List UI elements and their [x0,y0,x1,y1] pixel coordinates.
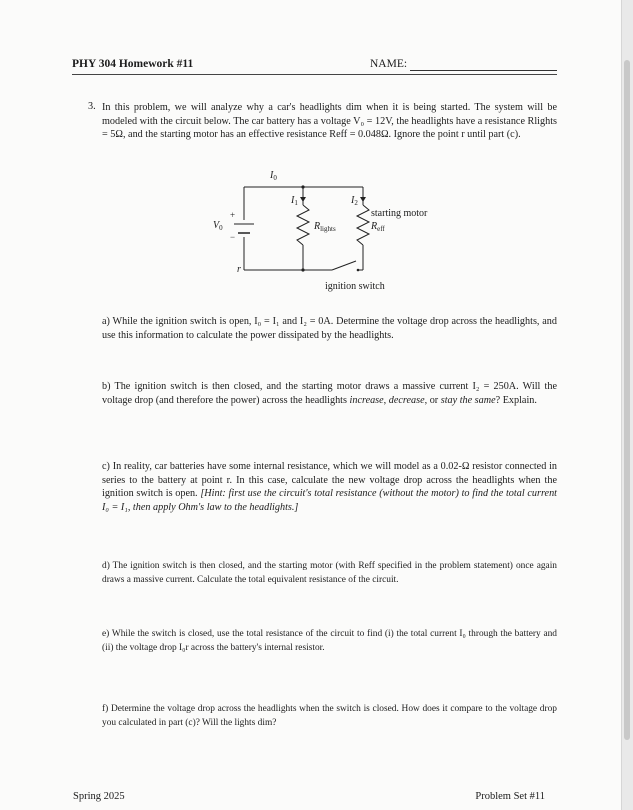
voltage-label-V0: $V_0$ [213,220,223,232]
battery-plus: + [230,210,236,220]
name-label: NAME: [370,58,408,70]
circuit-diagram [200,165,460,300]
vertical-scrollbar[interactable] [621,0,633,810]
part-e: e) While the switch is closed, use the total resistance of the circuit to find (i) the total current I₀ through the battery and (ii) the voltage drop I₀r across the battery's internal resistor. [102,629,557,653]
current-label-I1: $I_1$ [291,195,298,207]
battery-minus: − [230,232,236,242]
point-r-label: r [237,264,241,275]
motor-resistor [357,205,369,245]
current-label-I0: $I_0$ [270,170,277,182]
resistor-label-eff: $R_{eff}$ [371,221,385,233]
part-c-hint: [Hint: first use the circuit's total resistance (without the motor) to find the total current I₀ = I₁, then apply Ohm's law to the headlights.] [102,488,557,513]
ignition-switch-label: ignition switch [325,281,385,292]
part-b: b) The ignition switch is then closed, and the starting motor draws a massive current I₂ = 250A. Will the voltage drop (and therefore the power) across the headlights increase, decrease, or stay the same? Explain. [102,381,557,406]
problem-number: 3. [88,101,96,112]
scrollbar-thumb[interactable] [624,60,630,740]
motor-label: starting motor [371,208,428,219]
ignition-switch-blade [332,261,356,270]
junction-bottom [301,268,304,271]
part-f: f) Determine the voltage drop across the headlights when the switch is closed. How does it compare to the voltage drop you calculated in part (c)? Will the lights dim? [102,704,557,728]
footer-semester: Spring 2025 [73,791,125,802]
header-rule [72,74,557,75]
arrow-I2 [360,197,366,202]
switch-contact [357,269,360,272]
current-label-I2: $I_2$ [351,195,358,207]
part-a: a) While the ignition switch is open, I₀ = I₁ and I₂ = 0A. Determine the voltage drop across the headlights, and use this information to calculate the power dissipated by the headlights. [102,316,557,341]
footer-problem-set: Problem Set #11 [475,791,545,802]
name-underline [410,70,557,71]
part-d: d) The ignition switch is then closed, and the starting motor (with Reff specified in the problem statement) once again draws a massive current. Calculate the total equivalent resistance of the circuit. [102,561,557,585]
homework-title: PHY 304 Homework #11 [72,58,194,70]
problem-intro: In this problem, we will analyze why a car's headlights dim when it is being started. The system will be modeled with the circuit below. The car battery has a voltage V₀ = 12V, the headlights have a resistance Rlights = 5Ω, and the starting motor has an effective resistance Reff = 0.048Ω. Ignore the point r until part (c). [102,102,557,141]
junction-top [301,185,304,188]
arrow-I1 [300,197,306,202]
part-c: c) In reality, car batteries have some internal resistance, which we will model as a 0.02-Ω resistor connected in series to the battery at point r. In this case, calculate the new voltage drop across the headlights when the ignition switch is open. [Hint: first use the circuit's total resistance (without the motor) to find the total current I₀ = I₁, then apply Ohm's law to the headlights.] [102,461,557,513]
page-header [72,58,557,74]
resistor-label-lights: $R_{lights}$ [314,221,336,233]
lights-resistor [297,205,309,245]
